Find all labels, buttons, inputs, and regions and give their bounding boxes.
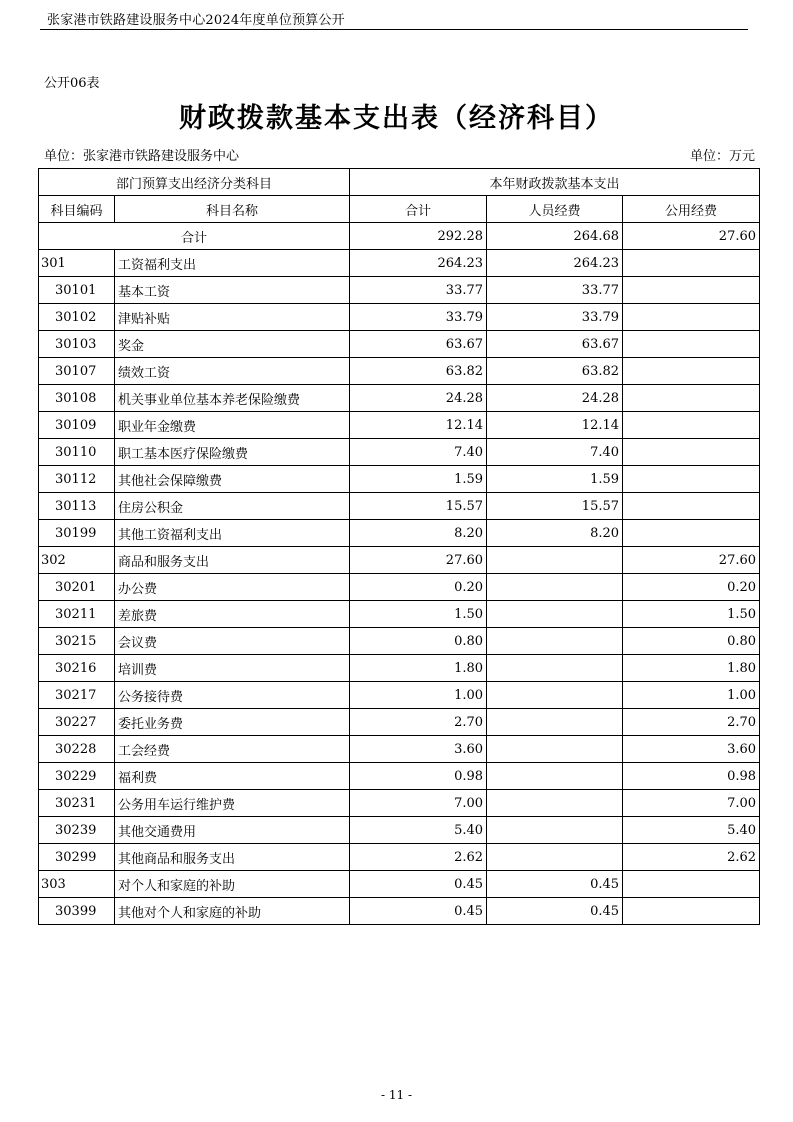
row-total: 63.67 (350, 331, 487, 358)
expenditure-table (38, 168, 760, 925)
table-row (39, 331, 760, 358)
row-public (623, 493, 760, 520)
row-total: 0.98 (350, 763, 487, 790)
row-public: 7.00 (623, 790, 760, 817)
row-code: 30231 (39, 790, 115, 817)
row-total: 15.57 (350, 493, 487, 520)
total-row (39, 223, 760, 250)
row-name: 公务用车运行维护费 (115, 790, 350, 817)
row-code: 30109 (39, 412, 115, 439)
row-name: 其他社会保障缴费 (115, 466, 350, 493)
row-public: 0.20 (623, 574, 760, 601)
row-total: 264.23 (350, 250, 487, 277)
row-personnel: 33.79 (487, 304, 623, 331)
row-name: 其他商品和服务支出 (115, 844, 350, 871)
row-name: 津贴补贴 (115, 304, 350, 331)
row-personnel (487, 601, 623, 628)
column-header-name: 科目名称 (115, 196, 350, 223)
column-header-personnel: 人员经费 (487, 196, 623, 223)
row-personnel (487, 628, 623, 655)
row-name: 职业年金缴费 (115, 412, 350, 439)
row-code: 30215 (39, 628, 115, 655)
row-public (623, 466, 760, 493)
table-row (39, 520, 760, 547)
row-name: 基本工资 (115, 277, 350, 304)
row-total: 63.82 (350, 358, 487, 385)
row-total: 0.45 (350, 871, 487, 898)
header-divider (40, 29, 748, 30)
row-public: 5.40 (623, 817, 760, 844)
row-name: 工资福利支出 (115, 250, 350, 277)
row-code: 30201 (39, 574, 115, 601)
row-name: 福利费 (115, 763, 350, 790)
row-total: 8.20 (350, 520, 487, 547)
row-total: 0.20 (350, 574, 487, 601)
row-personnel (487, 817, 623, 844)
table-row (39, 493, 760, 520)
row-code: 30110 (39, 439, 115, 466)
row-personnel: 12.14 (487, 412, 623, 439)
table-row (39, 439, 760, 466)
column-group-classification: 部门预算支出经济分类科目 (39, 169, 350, 196)
row-public: 1.80 (623, 655, 760, 682)
row-code: 30103 (39, 331, 115, 358)
table-row (39, 547, 760, 574)
row-name: 奖金 (115, 331, 350, 358)
row-public (623, 304, 760, 331)
row-total: 0.45 (350, 898, 487, 925)
row-total: 33.79 (350, 304, 487, 331)
row-personnel: 0.45 (487, 871, 623, 898)
row-code: 30399 (39, 898, 115, 925)
row-name: 会议费 (115, 628, 350, 655)
row-name: 办公费 (115, 574, 350, 601)
table-number: 公开06表 (44, 76, 100, 91)
row-personnel (487, 844, 623, 871)
row-code: 30101 (39, 277, 115, 304)
row-personnel (487, 763, 623, 790)
table-row (39, 655, 760, 682)
document-title: 财政拨款基本支出表（经济科目） (179, 103, 614, 134)
table-row (39, 709, 760, 736)
row-personnel: 15.57 (487, 493, 623, 520)
row-code: 30108 (39, 385, 115, 412)
table-row (39, 277, 760, 304)
unit-organization: 单位：张家港市铁路建设服务中心 (44, 149, 240, 164)
header-column-row (39, 196, 760, 223)
row-code: 30107 (39, 358, 115, 385)
row-personnel: 8.20 (487, 520, 623, 547)
row-public (623, 439, 760, 466)
row-name: 对个人和家庭的补助 (115, 871, 350, 898)
row-name: 商品和服务支出 (115, 547, 350, 574)
row-name: 培训费 (115, 655, 350, 682)
table-row (39, 898, 760, 925)
row-name: 机关事业单位基本养老保险缴费 (115, 385, 350, 412)
row-name: 职工基本医疗保险缴费 (115, 439, 350, 466)
row-total: 3.60 (350, 736, 487, 763)
row-code: 30229 (39, 763, 115, 790)
row-public (623, 277, 760, 304)
row-code: 30239 (39, 817, 115, 844)
row-public (623, 358, 760, 385)
row-total: 7.00 (350, 790, 487, 817)
row-name: 住房公积金 (115, 493, 350, 520)
row-name: 其他对个人和家庭的补助 (115, 898, 350, 925)
row-personnel (487, 682, 623, 709)
table-row (39, 574, 760, 601)
row-total: 0.80 (350, 628, 487, 655)
row-code: 30112 (39, 466, 115, 493)
row-code: 30299 (39, 844, 115, 871)
column-header-code: 科目编码 (39, 196, 115, 223)
row-personnel: 63.82 (487, 358, 623, 385)
total-amount: 292.28 (350, 223, 487, 250)
row-total: 24.28 (350, 385, 487, 412)
total-personnel: 264.68 (487, 223, 623, 250)
row-personnel (487, 547, 623, 574)
table-row (39, 385, 760, 412)
row-name: 绩效工资 (115, 358, 350, 385)
row-personnel: 264.23 (487, 250, 623, 277)
row-public (623, 871, 760, 898)
row-total: 1.50 (350, 601, 487, 628)
row-code: 30228 (39, 736, 115, 763)
row-public: 3.60 (623, 736, 760, 763)
row-public (623, 385, 760, 412)
header-group-row (39, 169, 760, 196)
row-name: 公务接待费 (115, 682, 350, 709)
row-total: 12.14 (350, 412, 487, 439)
row-total: 1.59 (350, 466, 487, 493)
row-total: 33.77 (350, 277, 487, 304)
row-total: 1.00 (350, 682, 487, 709)
table-row (39, 817, 760, 844)
row-code: 30102 (39, 304, 115, 331)
row-public (623, 898, 760, 925)
table-row (39, 412, 760, 439)
page-number: - 11 - (380, 1088, 412, 1102)
row-personnel (487, 790, 623, 817)
row-name: 委托业务费 (115, 709, 350, 736)
page-header-text: 张家港市铁路建设服务中心2024年度单位预算公开 (47, 13, 345, 28)
table-row (39, 628, 760, 655)
row-name: 其他交通费用 (115, 817, 350, 844)
table-row (39, 250, 760, 277)
column-header-public: 公用经费 (623, 196, 760, 223)
table-row (39, 736, 760, 763)
row-code: 30217 (39, 682, 115, 709)
table-row (39, 871, 760, 898)
unit-currency: 单位：万元 (689, 149, 755, 164)
row-name: 工会经费 (115, 736, 350, 763)
row-public: 27.60 (623, 547, 760, 574)
row-personnel (487, 655, 623, 682)
total-label: 合计 (39, 223, 350, 250)
row-name: 其他工资福利支出 (115, 520, 350, 547)
row-personnel: 24.28 (487, 385, 623, 412)
total-public: 27.60 (623, 223, 760, 250)
row-code: 30113 (39, 493, 115, 520)
table-row (39, 790, 760, 817)
row-code: 302 (39, 547, 115, 574)
row-personnel (487, 736, 623, 763)
row-total: 2.62 (350, 844, 487, 871)
row-public: 1.00 (623, 682, 760, 709)
row-personnel: 7.40 (487, 439, 623, 466)
row-code: 30211 (39, 601, 115, 628)
column-header-total: 合计 (350, 196, 487, 223)
table-row (39, 466, 760, 493)
row-public (623, 520, 760, 547)
row-total: 5.40 (350, 817, 487, 844)
table-row (39, 358, 760, 385)
row-total: 7.40 (350, 439, 487, 466)
row-code: 30216 (39, 655, 115, 682)
row-public: 2.70 (623, 709, 760, 736)
row-personnel: 0.45 (487, 898, 623, 925)
row-code: 30227 (39, 709, 115, 736)
row-total: 1.80 (350, 655, 487, 682)
table-row (39, 601, 760, 628)
row-public: 0.98 (623, 763, 760, 790)
table-row (39, 304, 760, 331)
row-code: 30199 (39, 520, 115, 547)
row-personnel (487, 709, 623, 736)
table-row (39, 682, 760, 709)
row-code: 301 (39, 250, 115, 277)
column-group-basic-expenditure: 本年财政拨款基本支出 (350, 169, 760, 196)
row-personnel: 63.67 (487, 331, 623, 358)
row-public: 1.50 (623, 601, 760, 628)
row-name: 差旅费 (115, 601, 350, 628)
row-public (623, 412, 760, 439)
row-personnel: 33.77 (487, 277, 623, 304)
row-personnel: 1.59 (487, 466, 623, 493)
row-code: 303 (39, 871, 115, 898)
row-public: 0.80 (623, 628, 760, 655)
table-row (39, 763, 760, 790)
row-public (623, 331, 760, 358)
row-personnel (487, 574, 623, 601)
row-public (623, 250, 760, 277)
row-total: 2.70 (350, 709, 487, 736)
row-public: 2.62 (623, 844, 760, 871)
row-total: 27.60 (350, 547, 487, 574)
table-row (39, 844, 760, 871)
